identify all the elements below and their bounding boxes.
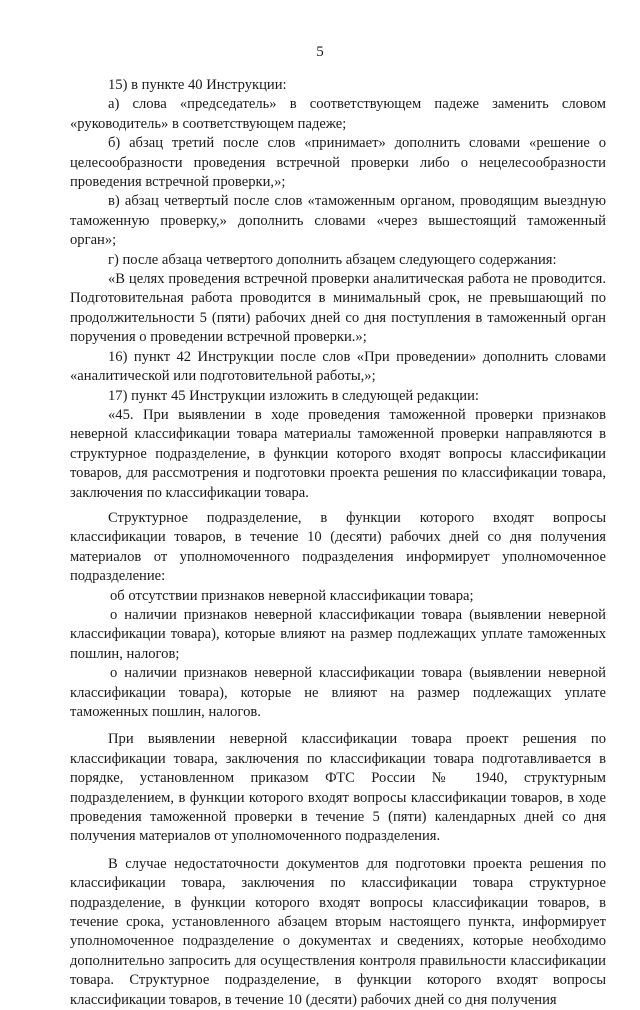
paragraph-item-15c: в) абзац четвертый после слов «таможенным органом, проводящим выездную таможенную проверку,» дополнить словами «через вышестоящий таможенный орган»; — [70, 193, 606, 249]
paragraph-item-15d: г) после абзаца четвертого дополнить абзацем следующего содержания: — [108, 251, 557, 268]
paragraph-draft-decision: При выявлении неверной классификации товара проект решения по классификации товара, заключения по классификации товара подготавливается в порядке, установленном приказом ФТС России № 1940, структурным подразделением, в функции которого входят вопросы классификации товаров, в ходе проведения таможенной проверки в течение 5 (пяти) календарных дней со дня получения материалов от уполномоченного подразделения. — [70, 731, 606, 845]
list-item-signs-not-affecting: о наличии признаков неверной классификации товара (выявлении неверной классификации товара), которые не влияют на размер подлежащих уплате таможенных пошлин, налогов. — [70, 665, 606, 720]
list-item-signs-affecting: о наличии признаков неверной классификации товара (выявлении неверной классификации товара), которые влияют на размер подлежащих уплате таможенных пошлин, налогов; — [70, 606, 606, 662]
list-item-no-signs: об отсутствии признаков неверной классификации товара; — [110, 587, 474, 604]
paragraph-point-45: «45. При выявлении в ходе проведения таможенной проверки признаков неверной классификации товара материалы таможенной проверки направляются в структурное подразделение, в функции которого входят вопросы классификации товаров, для рассмотрения и подготовки проекта решения по классификации товара, заключения по классификации товара. — [70, 406, 606, 501]
paragraph-item-16: 16) пункт 42 Инструкции после слов «При проведении» дополнить словами «аналитической или подготовительной работы,»; — [70, 348, 606, 385]
paragraph-quote-counter-check: «В целях проведения встречной проверки аналитическая работа не проводится. Подготовительная работа проводится в минимальный срок, не превышающий по продолжительности 5 (пяти) рабочих дней со дня поступления в таможенный орган поручения о проведении встречной проверки.»; — [70, 271, 606, 346]
paragraph-item-17: 17) пункт 45 Инструкции изложить в следующей редакции: — [108, 387, 479, 404]
paragraph-item-15a: а) слова «председатель» в соответствующем падеже заменить словом «руководитель» в соответствующем падеже; — [70, 96, 606, 132]
paragraph-item-15: 15) в пункте 40 Инструкции: — [108, 77, 287, 93]
paragraph-insufficient-documents: В случае недостаточности документов для подготовки проекта решения по классификации товара, заключения по классификации товара структурное подразделение, в функции которого входят вопросы классификации товаров, в течение срока, установленного абзацем вторым настоящего пункта, информирует уполномоченное подразделение о документах и сведениях, которые необходимо дополнительно запросить для осуществления контроля правильности классификации товара. Структурное подразделение, в функции которого входят вопросы классификации товаров, в течение 10 (десяти) рабочих дней со дня получения — [70, 855, 606, 1008]
document-body — [70, 76, 606, 1010]
paragraph-structural-unit: Структурное подразделение, в функции которого входят вопросы классификации товаров, в течение 10 (десяти) рабочих дней со дня получения материалов от уполномоченного подразделения информирует уполномоченное подразделение: — [70, 509, 606, 585]
page-number: 5 — [316, 44, 324, 60]
paragraph-item-15b: б) абзац третий после слов «принимает» дополнить словами «решение о целесообразности проведения встречной проверки либо о нецелесообразности проведения встречной проверки,»; — [70, 135, 606, 191]
